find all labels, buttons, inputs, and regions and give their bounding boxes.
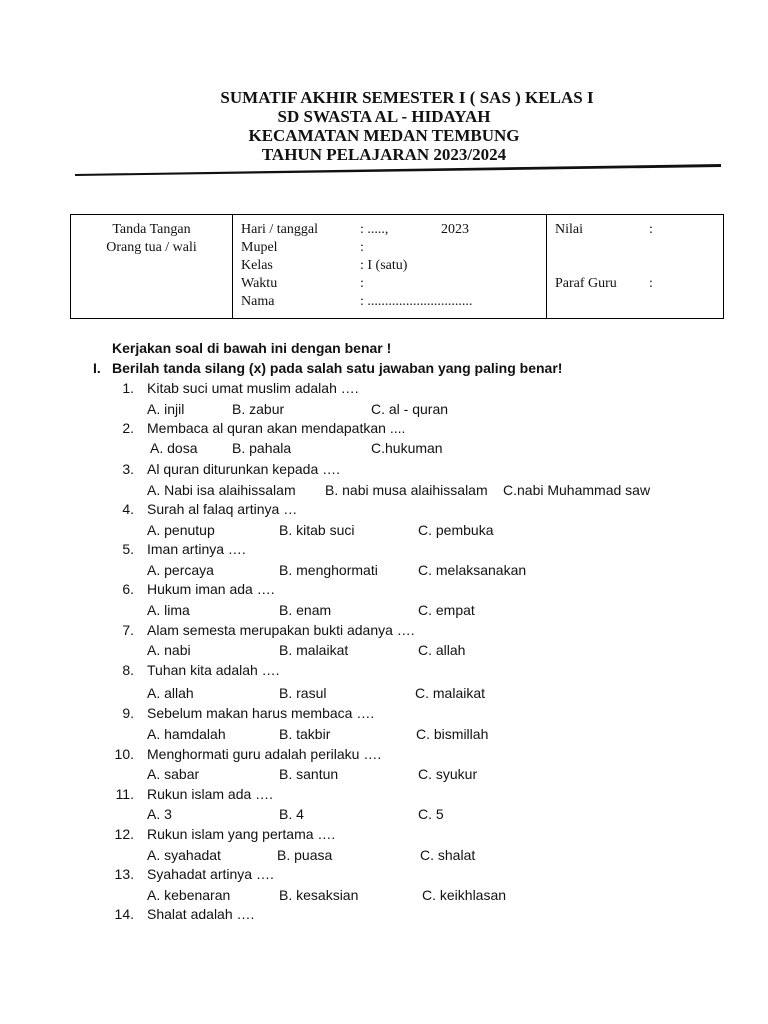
answer-option-b[interactable]: B. enam [279,602,332,618]
field-value[interactable]: : ....., [360,222,389,237]
answer-option-a[interactable]: A. allah [147,685,194,701]
field-year: 2023 [441,222,469,237]
answer-option-c[interactable]: C. shalat [420,847,476,863]
field-label: Kelas [241,258,273,273]
answer-option-b[interactable]: B. rasul [279,685,327,701]
answer-option-a[interactable]: A. injil [147,401,185,417]
answer-option-c[interactable]: C. malaikat [415,685,486,701]
nilai-label: Nilai [555,222,583,237]
field-label: Mupel [241,240,278,255]
signature-label: Tanda Tangan [112,222,191,237]
question-item [0,705,768,725]
nilai-value[interactable]: : [649,222,653,237]
answer-option-b[interactable]: B. malaikat [279,642,349,658]
question-item [0,380,768,400]
answer-option-c[interactable]: C. allah [418,642,466,658]
question-number: 10. [114,746,134,762]
question-text: Iman artinya …. [147,541,246,557]
question-number: 9. [122,705,134,721]
answer-option-b[interactable]: B. kesaksian [279,887,359,903]
question-text: Kitab suci umat muslim adalah …. [147,380,359,396]
signature-sublabel: Orang tua / wali [106,240,197,255]
spacer [555,239,723,275]
field-row [241,275,546,293]
question-text: Tuhan kita adalah …. [147,662,280,678]
paraf-value[interactable]: : [649,276,653,291]
paraf-label: Paraf Guru [555,276,617,291]
header-year: TAHUN PELAJARAN 2023/2024 [261,145,507,164]
question-item [0,662,768,682]
grade-cell [547,215,723,318]
header-divider [75,164,721,176]
question-text: Rukun islam ada …. [147,786,274,802]
instructions: Kerjakan soal di bawah ini dengan benar ! [112,340,392,356]
question-number: 11. [115,786,134,802]
answer-option-a[interactable]: A. sabar [147,766,200,782]
field-label: Hari / tanggal [241,222,318,237]
header-title: SUMATIF AKHIR SEMESTER I ( SAS ) KELAS I [220,88,594,107]
document-header [0,88,768,164]
nilai-row [555,221,723,239]
answer-option-a[interactable]: A. nabi [147,642,191,658]
answer-option-c[interactable]: C.hukuman [371,440,443,456]
answer-option-c[interactable]: C. empat [418,602,475,618]
signature-cell [71,215,233,318]
question-text: Surah al falaq artinya … [147,501,298,517]
answer-option-a[interactable]: A. kebenaran [147,887,231,903]
question-number: 8. [122,662,134,678]
answer-option-b[interactable]: B. takbir [279,726,331,742]
question-text: Membaca al quran akan mendapatkan .... [147,420,406,436]
answer-option-c[interactable]: C. keikhlasan [422,887,507,903]
answer-option-c[interactable]: C.nabi Muhammad saw [503,482,651,498]
student-info-table [70,214,724,319]
question-number: 5. [122,541,134,557]
paraf-row [555,275,723,293]
answer-option-b[interactable]: B. 4 [279,806,304,822]
question-item [0,622,768,642]
answer-option-a[interactable]: A. hamdalah [147,726,226,742]
section-number: I. [93,360,101,376]
answer-option-b[interactable]: B. puasa [277,847,333,863]
field-value[interactable]: : [360,276,364,291]
question-number: 7. [122,622,134,638]
answer-option-b[interactable]: B. menghormati [279,562,378,578]
answer-option-c[interactable]: C. bismillah [416,726,489,742]
answer-option-a[interactable]: A. dosa [150,440,198,456]
answer-option-c[interactable]: C. melaksanakan [418,562,527,578]
question-text: Shalat adalah …. [147,906,255,922]
question-text: Rukun islam yang pertama …. [147,826,336,842]
field-value[interactable]: : I (satu) [360,258,408,273]
question-number: 2. [122,420,134,436]
question-number: 12. [114,826,134,842]
field-value[interactable]: : [360,240,364,255]
field-value[interactable]: : .............................. [360,294,473,309]
answer-option-c[interactable]: C. pembuka [418,522,494,538]
question-number: 4. [122,501,134,517]
question-number: 3. [122,461,134,477]
question-number: 6. [122,581,134,597]
question-text: Alam semesta merupakan bukti adanya …. [147,622,415,638]
answer-option-a[interactable]: A. penutup [147,522,215,538]
answer-option-c[interactable]: C. al - quran [371,401,449,417]
answer-option-a[interactable]: A. lima [147,602,190,618]
field-label: Waktu [241,276,278,291]
field-row [241,221,546,239]
question-item [0,541,768,561]
field-row [241,293,546,311]
answer-option-b[interactable]: B. kitab suci [279,522,355,538]
field-label: Nama [241,294,275,309]
question-text: Syahadat artinya …. [147,866,274,882]
answer-option-c[interactable]: C. 5 [418,806,444,822]
header-district: KECAMATAN MEDAN TEMBUNG [248,126,520,145]
question-text: Sebelum makan harus membaca …. [147,705,375,721]
answer-option-b[interactable]: B. santun [279,766,339,782]
answer-option-b[interactable]: B. pahala [232,440,292,456]
answer-option-a[interactable]: A. syahadat [147,847,221,863]
question-item [0,501,768,521]
field-row [241,239,546,257]
answer-option-b[interactable]: B. nabi musa alaihissalam [325,482,488,498]
answer-option-a[interactable]: A. 3 [147,806,172,822]
question-text: Al quran diturunkan kepada …. [147,461,341,477]
question-item [0,746,768,766]
question-item [0,420,768,440]
question-text: Hukum iman ada …. [147,581,275,597]
question-item [0,866,768,886]
question-item [0,461,768,481]
question-item [0,581,768,601]
details-cell [233,215,547,318]
section-text: Berilah tanda silang (x) pada salah satu jawaban yang paling benar! [112,360,563,376]
question-number: 1. [122,380,134,396]
question-item [0,826,768,846]
answer-option-a[interactable]: A. percaya [147,562,214,578]
answer-option-b[interactable]: B. zabur [232,401,285,417]
answer-option-c[interactable]: C. syukur [418,766,478,782]
answer-option-a[interactable]: A. Nabi isa alaihissalam [147,482,296,498]
header-school: SD SWASTA AL - HIDAYAH [277,107,491,126]
question-item [0,906,768,926]
question-number: 14. [114,906,134,922]
question-item [0,786,768,806]
question-number: 13. [114,866,134,882]
field-row [241,257,546,275]
question-text: Menghormati guru adalah perilaku …. [147,746,382,762]
